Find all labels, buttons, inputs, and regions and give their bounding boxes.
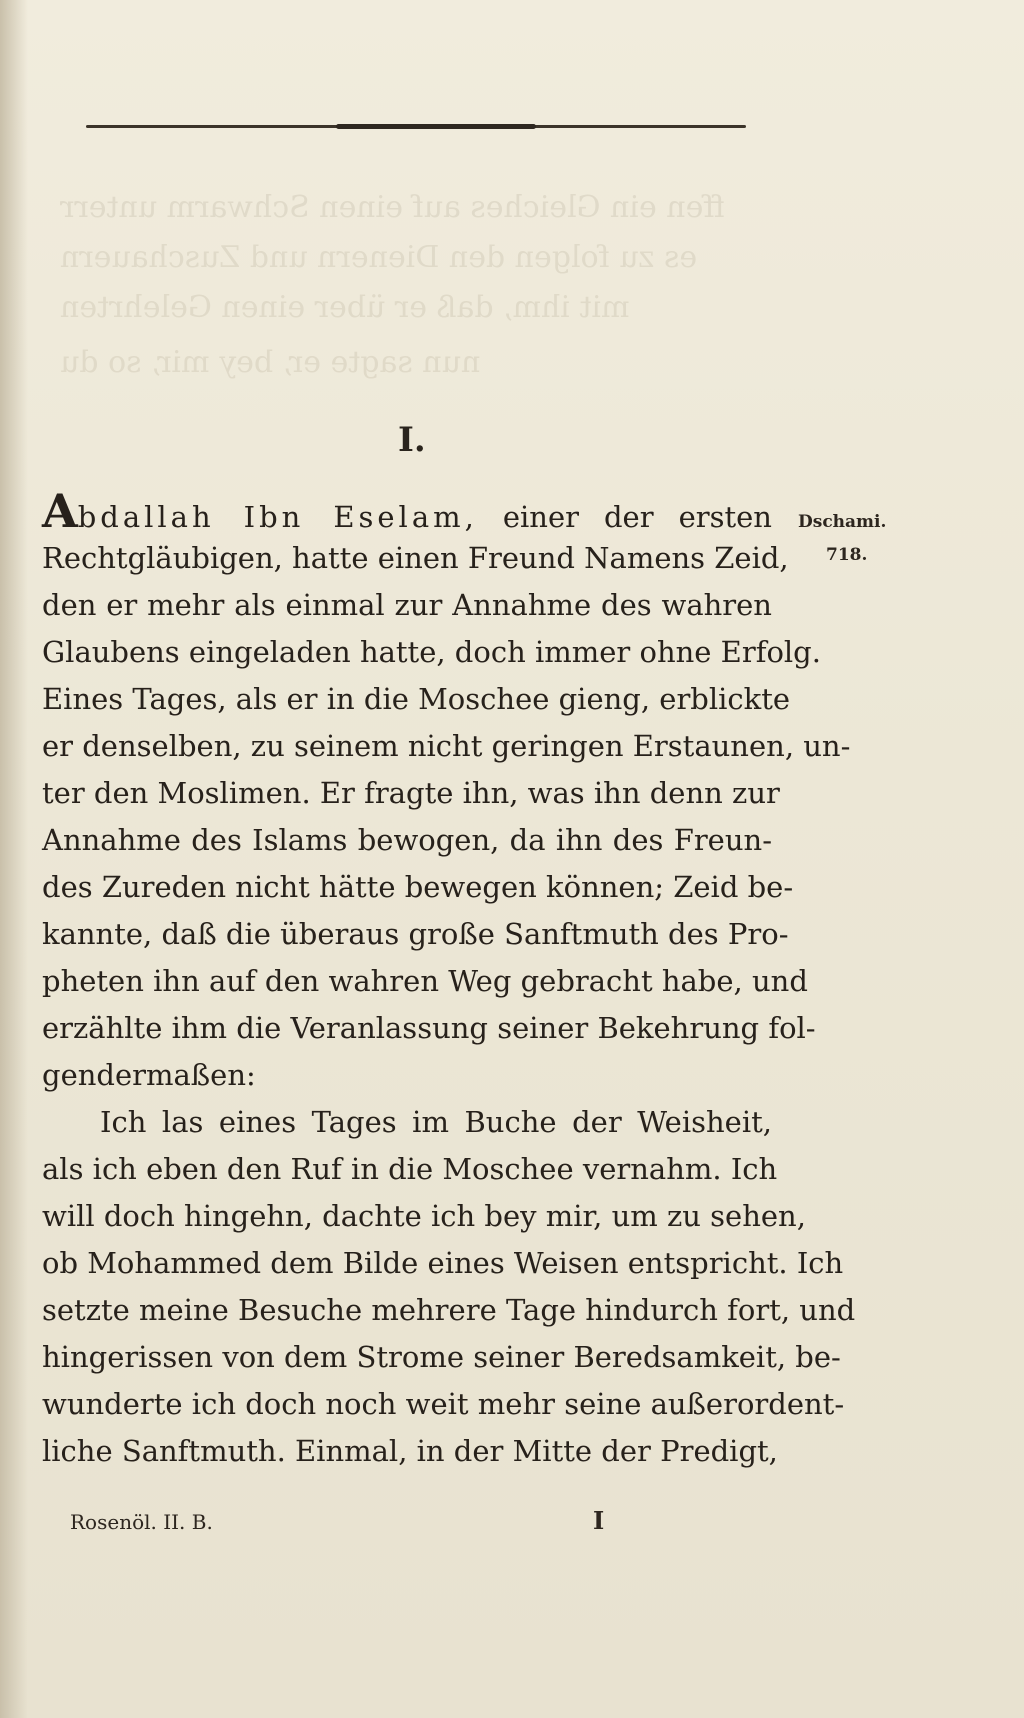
bleed-through-text: mit ihm, daß er über einen Gelehrten — [60, 290, 630, 325]
text-line: des Zureden nicht hätte bewegen können; Zeid be- — [42, 870, 794, 904]
page-edge-shadow — [0, 0, 28, 1718]
signature-mark: Rosenöl. II. B. — [70, 1510, 213, 1534]
signature-letter: I — [593, 1506, 605, 1535]
text-line: erzählte ihm die Veranlassung seiner Bekehrung fol- — [42, 1011, 816, 1045]
spaced-name: bdallah Ibn Eselam, — [77, 500, 478, 534]
text-line: Ich las eines Tages im Buche der Weisheit, — [100, 1105, 772, 1139]
bleed-through-text: ffen ein Gleiches auf einen Schwarm unterr — [60, 190, 725, 225]
text-line: kannte, daß die überaus große Sanftmuth des Pro- — [42, 917, 789, 951]
text-line: wunderte ich doch noch weit mehr seine außerordent- — [42, 1387, 845, 1421]
text-line: will doch hingehn, dachte ich bey mir, um zu sehen, — [42, 1199, 806, 1233]
text-line: er denselben, zu seinem nicht geringen Erstaunen, un- — [42, 729, 851, 763]
text-line: liche Sanftmuth. Einmal, in der Mitte der Predigt, — [42, 1434, 778, 1468]
chapter-number: I. — [398, 420, 426, 460]
text-line: Glaubens eingeladen hatte, doch immer ohne Erfolg. — [42, 635, 821, 669]
text-line: Eines Tages, als er in die Moschee gieng, erblickte — [42, 682, 791, 716]
top-rule — [86, 125, 746, 128]
text-line: ob Mohammed dem Bilde eines Weisen entspricht. Ich — [42, 1246, 844, 1280]
text-line: hingerissen von dem Strome seiner Beredsamkeit, be- — [42, 1340, 841, 1374]
text-line: ter den Moslimen. Er fragte ihn, was ihn denn zur — [42, 776, 780, 810]
text-line: Abdallah Ibn Eselam, einer der ersten — [42, 484, 772, 538]
text-line: gendermaßen: — [42, 1058, 256, 1092]
text-line: den er mehr als einmal zur Annahme des wahren — [42, 588, 772, 622]
drop-cap: A — [42, 484, 78, 538]
margin-note-number: 718. — [826, 545, 868, 565]
text-line: als ich eben den Ruf in die Moschee vernahm. Ich — [42, 1152, 778, 1186]
text-line: Annahme des Islams bewogen, da ihn des Freun- — [42, 823, 772, 857]
text-line: setzte meine Besuche mehrere Tage hindurch fort, und — [42, 1293, 856, 1327]
bleed-through-text: nun sagte er, bey mir, so du — [60, 345, 481, 380]
margin-note-source: Dschami. — [798, 512, 887, 532]
text-line: pheten ihn auf den wahren Weg gebracht habe, und — [42, 964, 808, 998]
text-line: Rechtgläubigen, hatte einen Freund Namens Zeid, — [42, 541, 789, 575]
bleed-through-text: es zu folgen den Dienern und Zuschauern — [60, 240, 698, 275]
